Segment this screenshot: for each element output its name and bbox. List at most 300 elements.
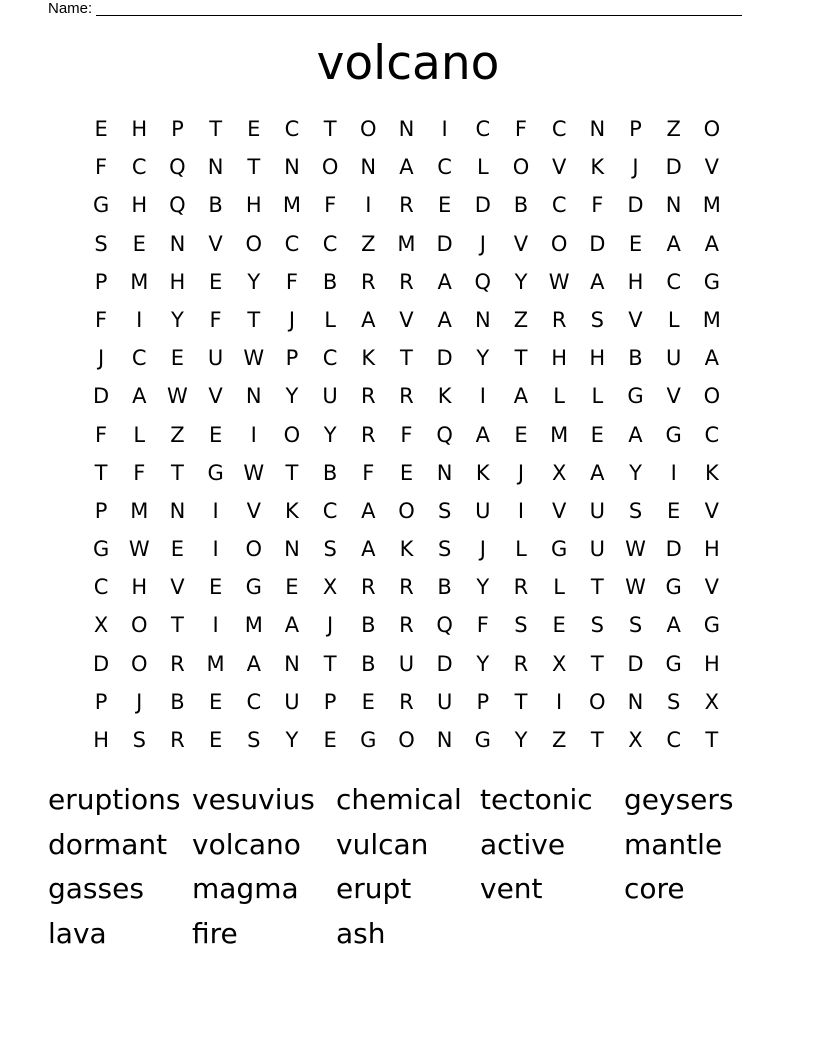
grid-letter: E	[208, 575, 223, 600]
grid-letter: I	[670, 460, 677, 485]
grid-letter: B	[513, 193, 529, 218]
grid-letter: N	[284, 651, 300, 676]
grid-row	[82, 301, 731, 339]
grid-letter: R	[360, 384, 376, 409]
grid-letter: T	[400, 346, 413, 371]
grid-letter: M	[702, 307, 721, 332]
grid-row	[82, 186, 731, 224]
grid-letter: A	[361, 537, 376, 562]
grid-letter: A	[437, 307, 452, 332]
grid-letter: M	[397, 231, 416, 256]
grid-letter: A	[666, 613, 681, 638]
page-title: volcano	[316, 36, 500, 91]
grid-letter: T	[94, 460, 108, 485]
grid-letter: H	[551, 346, 568, 371]
grid-letter: E	[628, 231, 643, 256]
grid-letter: I	[556, 689, 563, 714]
grid-letter: T	[171, 460, 184, 485]
word-list-item: erupt	[336, 872, 412, 906]
word-list-item: active	[480, 827, 566, 861]
word-list-item: vulcan	[336, 827, 429, 861]
grid-letter: O	[512, 155, 530, 180]
grid-letter: K	[361, 346, 376, 371]
grid-letter: O	[130, 651, 148, 676]
grid-letter: C	[284, 231, 300, 256]
grid-letter: A	[132, 384, 147, 409]
grid-letter: Y	[171, 307, 184, 332]
grid-letter: T	[323, 117, 337, 141]
grid-letter: Q	[169, 193, 186, 218]
grid-letter: E	[590, 422, 604, 447]
grid-letter: R	[551, 307, 567, 332]
grid-letter: M	[550, 422, 569, 447]
grid-letter: Y	[476, 346, 490, 371]
grid-letter: A	[590, 460, 605, 485]
grid-letter: T	[514, 346, 528, 371]
grid-letter: B	[322, 269, 338, 294]
grid-letter: X	[551, 460, 567, 485]
grid-letter: Y	[476, 651, 490, 676]
grid-letter: X	[628, 728, 643, 752]
grid-letter: V	[704, 498, 720, 523]
grid-letter: T	[323, 651, 337, 676]
grid-letter: N	[207, 155, 224, 180]
grid-letter: H	[589, 346, 606, 371]
grid-letter: C	[93, 575, 109, 600]
grid-letter: N	[474, 307, 491, 332]
grid-letter: J	[327, 613, 334, 638]
grid-letter: G	[92, 537, 110, 562]
grid-letter: M	[130, 269, 149, 294]
grid-letter: F	[400, 422, 413, 447]
grid-letter: M	[130, 498, 149, 523]
grid-letter: O	[283, 422, 301, 447]
grid-letter: K	[475, 460, 490, 485]
grid-letter: O	[398, 498, 415, 523]
grid-row	[82, 148, 731, 186]
grid-letter: C	[246, 689, 262, 714]
grid-letter: F	[95, 155, 108, 180]
grid-letter: U	[207, 346, 224, 371]
grid-letter: S	[437, 537, 452, 562]
grid-letter: Z	[666, 117, 681, 141]
grid-letter: G	[245, 575, 262, 600]
grid-letter: Y	[247, 269, 261, 294]
grid-letter: G	[551, 537, 568, 562]
grid-letter: D	[436, 231, 453, 256]
grid-letter: N	[589, 117, 606, 141]
grid-letter: U	[436, 689, 453, 714]
grid-letter: E	[208, 422, 223, 447]
grid-letter: A	[704, 231, 720, 256]
grid-letter: M	[702, 193, 721, 218]
grid-letter: A	[399, 155, 414, 180]
grid-row	[82, 721, 731, 759]
word-list-item: chemical	[336, 783, 462, 816]
grid-letter: Z	[513, 307, 529, 332]
grid-letter: U	[665, 346, 682, 371]
word-list-item: mantle	[624, 827, 723, 861]
grid-letter: N	[436, 460, 453, 485]
grid-letter: C	[131, 155, 147, 180]
grid-letter: B	[208, 193, 223, 218]
grid-letter: G	[665, 575, 682, 600]
grid-letter: U	[398, 651, 415, 676]
grid-letter: O	[245, 537, 263, 562]
grid-letter: G	[665, 651, 682, 676]
grid-letter: F	[209, 307, 222, 332]
grid-letter: W	[625, 575, 646, 600]
grid-letter: G	[207, 460, 224, 485]
grid-letter: G	[665, 422, 682, 447]
grid-letter: A	[590, 269, 605, 294]
word-list-item: gasses	[48, 872, 144, 906]
grid-letter: C	[322, 498, 338, 523]
grid-letter: F	[591, 193, 604, 218]
grid-letter: J	[136, 689, 143, 714]
grid-letter: D	[589, 231, 606, 256]
grid-letter: U	[284, 689, 300, 714]
grid-letter: K	[285, 498, 299, 523]
grid-row	[82, 645, 731, 683]
word-list	[48, 778, 768, 956]
grid-letter: E	[208, 269, 223, 294]
grid-row	[82, 416, 731, 454]
grid-letter: R	[360, 422, 376, 447]
grid-row	[82, 225, 731, 263]
grid-letter: S	[628, 613, 643, 638]
grid-letter: D	[665, 537, 682, 562]
grid-letter: I	[212, 498, 219, 523]
grid-letter: U	[589, 498, 605, 523]
grid-letter: P	[171, 117, 184, 141]
name-label: Name:	[48, 0, 93, 17]
grid-letter: I	[212, 537, 219, 562]
grid-letter: D	[436, 651, 453, 676]
grid-letter: G	[703, 269, 720, 294]
grid-letter: Y	[629, 460, 642, 485]
grid-letter: G	[627, 384, 644, 409]
grid-letter: B	[628, 346, 643, 371]
grid-letter: A	[246, 651, 261, 676]
grid-letter: E	[323, 728, 337, 752]
grid-letter: A	[704, 346, 720, 371]
grid-letter: P	[94, 689, 108, 714]
grid-letter: E	[552, 613, 566, 638]
grid-letter: Q	[474, 269, 492, 294]
grid-letter: F	[133, 460, 146, 485]
grid-letter: C	[131, 346, 147, 371]
grid-row	[82, 454, 731, 492]
word-list-item: ash	[336, 916, 386, 950]
grid-letter: H	[245, 193, 262, 218]
grid-letter: E	[437, 193, 452, 218]
grid-letter: G	[703, 613, 720, 638]
grid-letter: H	[131, 575, 148, 600]
grid-letter: F	[95, 307, 108, 332]
word-list-item: geysers	[624, 783, 734, 816]
grid-letter: R	[399, 269, 414, 294]
grid-letter: Y	[285, 728, 299, 752]
grid-letter: T	[590, 575, 604, 600]
grid-letter: P	[94, 498, 108, 523]
word-list-item: fire	[192, 916, 238, 950]
grid-letter: Q	[436, 422, 453, 447]
grid-letter: R	[360, 575, 376, 600]
grid-letter: D	[665, 155, 682, 180]
grid-letter: V	[513, 231, 529, 256]
grid-letter: R	[399, 689, 414, 714]
grid-letter: A	[628, 422, 643, 447]
grid-letter: M	[282, 193, 301, 218]
grid-letter: Q	[169, 155, 186, 180]
grid-letter: K	[704, 460, 719, 485]
grid-letter: C	[322, 346, 338, 371]
grid-letter: U	[589, 537, 605, 562]
grid-letter: Z	[551, 728, 567, 752]
grid-letter: I	[250, 422, 257, 447]
grid-letter: C	[284, 117, 300, 141]
grid-letter: S	[247, 728, 261, 752]
grid-letter: J	[517, 460, 525, 485]
grid-letter: L	[133, 422, 146, 447]
grid-letter: E	[514, 422, 528, 447]
grid-letter: W	[625, 537, 646, 562]
grid-letter: X	[93, 613, 109, 638]
grid-letter: C	[322, 231, 338, 256]
grid-letter: B	[322, 460, 338, 485]
grid-letter: T	[590, 728, 604, 752]
grid-row	[82, 530, 731, 568]
grid-letter: T	[247, 155, 261, 180]
grid-letter: V	[628, 307, 643, 332]
name-field-line	[48, 0, 742, 18]
grid-letter: V	[170, 575, 185, 600]
grid-letter: S	[514, 613, 528, 638]
grid-row	[82, 263, 731, 301]
grid-letter: J	[479, 537, 486, 562]
grid-letter: E	[208, 689, 223, 714]
grid-letter: T	[209, 117, 223, 141]
grid-letter: Y	[323, 422, 337, 447]
grid-row	[82, 492, 731, 530]
grid-row	[82, 110, 731, 148]
grid-letter: A	[666, 231, 681, 256]
grid-letter: S	[132, 728, 146, 752]
grid-letter: D	[474, 193, 491, 218]
grid-letter: V	[208, 384, 223, 409]
grid-letter: W	[243, 460, 265, 485]
grid-letter: N	[436, 728, 453, 752]
grid-letter: E	[285, 575, 299, 600]
grid-letter: N	[398, 117, 415, 141]
grid-letter: U	[475, 498, 491, 523]
grid-letter: F	[514, 117, 528, 141]
grid-letter: P	[323, 689, 337, 714]
grid-row	[82, 377, 731, 415]
grid-letter: S	[628, 498, 643, 523]
grid-letter: D	[93, 651, 110, 676]
grid-letter: C	[551, 193, 567, 218]
grid-letter: P	[94, 269, 108, 294]
grid-letter: R	[513, 651, 529, 676]
grid-letter: I	[365, 193, 372, 218]
grid-letter: N	[284, 155, 300, 180]
grid-letter: R	[513, 575, 529, 600]
grid-letter: D	[93, 384, 110, 409]
grid-letter: R	[399, 193, 414, 218]
grid-letter: N	[169, 498, 186, 523]
grid-letter: H	[131, 193, 148, 218]
grid-letter: I	[212, 613, 219, 638]
grid-letter: C	[551, 117, 567, 141]
grid-letter: C	[437, 155, 452, 180]
grid-letter: V	[399, 307, 414, 332]
grid-letter: H	[93, 728, 109, 752]
grid-letter: B	[170, 689, 185, 714]
grid-letter: O	[703, 117, 721, 141]
grid-letter: C	[475, 117, 491, 141]
grid-letter: K	[437, 384, 452, 409]
grid-letter: R	[399, 384, 414, 409]
grid-letter: N	[627, 689, 644, 714]
grid-row	[82, 606, 731, 644]
grid-letter: A	[437, 269, 452, 294]
grid-letter: L	[553, 575, 565, 600]
grid-row	[82, 339, 731, 377]
grid-letter: T	[285, 460, 299, 485]
word-list-item: vesuvius	[192, 783, 315, 816]
grid-letter: R	[170, 651, 185, 676]
grid-letter: O	[245, 231, 263, 256]
grid-letter: E	[132, 231, 146, 256]
grid-letter: T	[247, 307, 261, 332]
word-list-item: eruptions	[48, 783, 181, 816]
grid-letter: S	[590, 613, 604, 638]
grid-letter: P	[285, 346, 299, 371]
word-list-item: tectonic	[480, 783, 593, 816]
word-list-item: volcano	[192, 827, 301, 861]
grid-letter: J	[479, 231, 486, 256]
grid-letter: M	[244, 613, 263, 638]
grid-letter: S	[666, 689, 681, 714]
grid-letter: L	[667, 307, 680, 332]
grid-letter: V	[704, 155, 720, 180]
word-list-item: vent	[480, 872, 543, 906]
grid-letter: J	[632, 155, 639, 180]
grid-letter: W	[167, 384, 188, 409]
grid-letter: S	[323, 537, 337, 562]
grid-letter: O	[130, 613, 148, 638]
grid-letter: M	[206, 651, 225, 676]
grid-letter: C	[666, 728, 681, 752]
grid-letter: R	[360, 269, 376, 294]
grid-letter: F	[362, 460, 375, 485]
grid-letter: E	[170, 537, 185, 562]
grid-letter: P	[476, 689, 490, 714]
word-search-grid	[82, 110, 731, 760]
grid-letter: T	[705, 728, 719, 752]
grid-letter: S	[94, 231, 108, 256]
grid-row	[82, 568, 731, 606]
grid-letter: J	[288, 307, 296, 332]
grid-letter: L	[515, 537, 527, 562]
grid-letter: Y	[514, 269, 528, 294]
grid-letter: G	[92, 193, 110, 218]
grid-letter: W	[243, 346, 265, 371]
grid-letter: A	[513, 384, 529, 409]
grid-letter: E	[399, 460, 414, 485]
word-list-item: core	[624, 872, 685, 906]
grid-letter: Q	[436, 613, 453, 638]
grid-letter: U	[322, 384, 338, 409]
grid-letter: E	[247, 117, 261, 141]
grid-letter: E	[170, 346, 185, 371]
grid-letter: T	[590, 651, 604, 676]
grid-letter: A	[361, 307, 376, 332]
grid-letter: A	[284, 613, 300, 638]
word-list-item: dormant	[48, 827, 168, 861]
grid-letter: E	[667, 498, 681, 523]
grid-letter: O	[398, 728, 415, 752]
grid-letter: I	[517, 498, 525, 523]
grid-letter: D	[627, 651, 644, 676]
grid-letter: K	[399, 537, 414, 562]
grid-letter: N	[169, 231, 186, 256]
grid-letter: R	[170, 728, 185, 752]
grid-letter: H	[703, 651, 720, 676]
grid-letter: V	[208, 231, 223, 256]
grid-letter: I	[441, 117, 448, 141]
grid-letter: H	[169, 269, 186, 294]
grid-letter: F	[285, 269, 298, 294]
grid-letter: L	[553, 384, 565, 409]
grid-letter: H	[703, 537, 720, 562]
grid-letter: Y	[285, 384, 299, 409]
grid-letter: F	[476, 613, 489, 638]
grid-letter: F	[95, 422, 108, 447]
grid-letter: R	[399, 575, 414, 600]
grid-letter: L	[324, 307, 336, 332]
grid-letter: V	[704, 575, 720, 600]
grid-letter: F	[324, 193, 337, 218]
grid-row	[82, 683, 731, 721]
grid-letter: B	[361, 613, 376, 638]
grid-letter: S	[437, 498, 452, 523]
grid-letter: N	[665, 193, 682, 218]
grid-letter: G	[474, 728, 491, 752]
name-underline	[96, 15, 742, 16]
grid-letter: E	[361, 689, 375, 714]
grid-letter: X	[322, 575, 338, 600]
grid-letter: D	[627, 193, 644, 218]
grid-letter: O	[550, 231, 568, 256]
grid-letter: O	[360, 117, 377, 141]
grid-letter: W	[128, 537, 150, 562]
grid-letter: V	[551, 498, 567, 523]
grid-letter: D	[436, 346, 453, 371]
grid-letter: J	[97, 346, 105, 371]
grid-letter: R	[399, 613, 414, 638]
grid-letter: V	[666, 384, 681, 409]
grid-letter: Z	[170, 422, 185, 447]
grid-letter: N	[360, 155, 377, 180]
grid-letter: Y	[514, 728, 528, 752]
grid-letter: L	[591, 384, 604, 409]
grid-letter: N	[284, 537, 300, 562]
grid-letter: L	[476, 155, 489, 180]
grid-letter: C	[666, 269, 681, 294]
